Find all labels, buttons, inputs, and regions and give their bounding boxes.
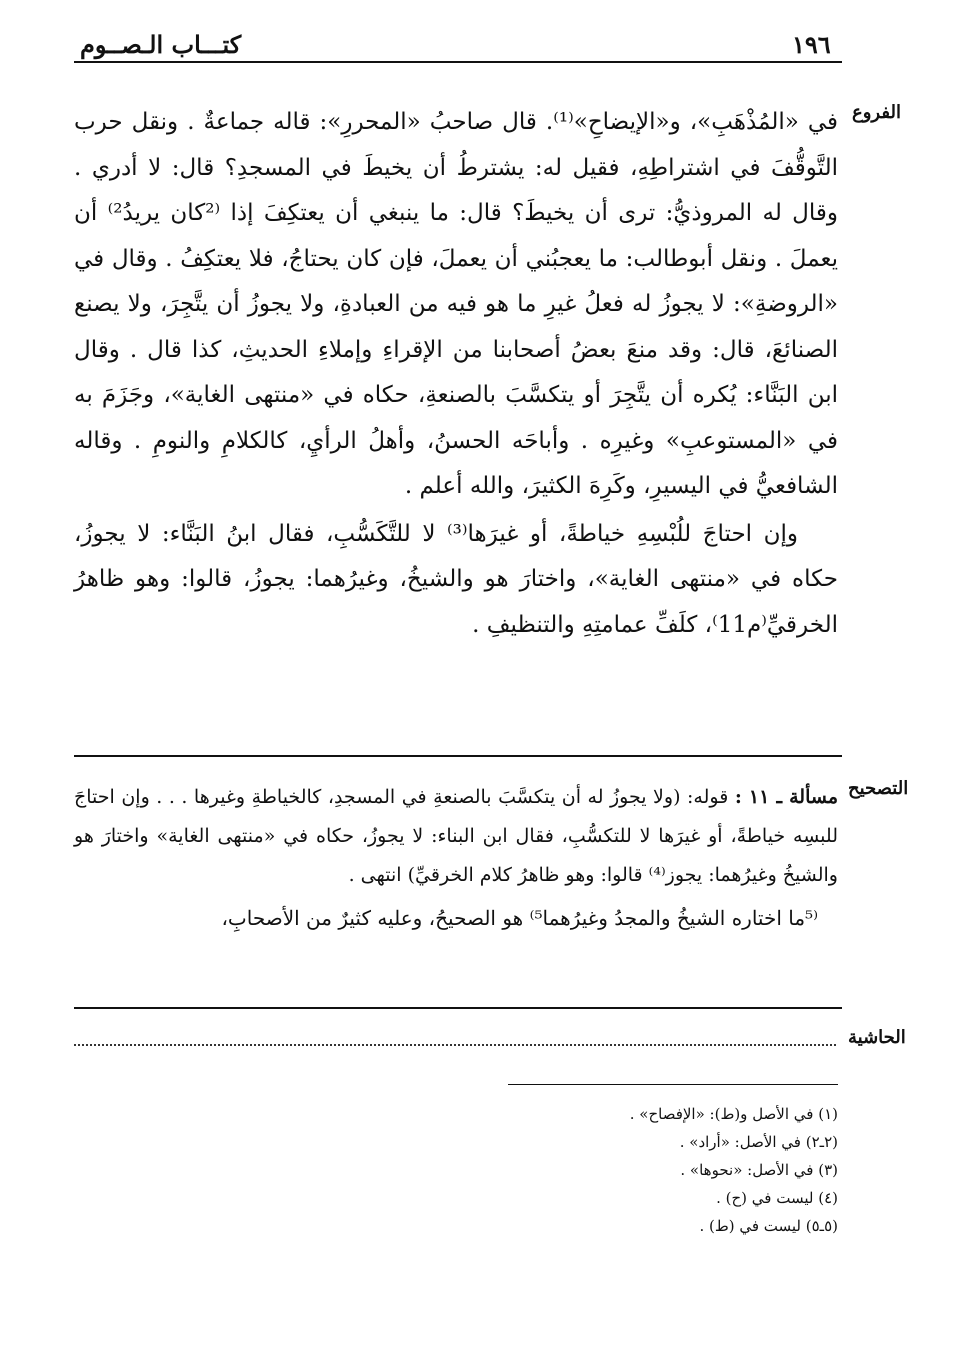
label-hashiya: الحاشية: [848, 1027, 906, 1048]
footnote-1: (١) في الأصل و(ط): «الإفصاح» .: [629, 1105, 838, 1123]
issue-number: مسألة ـ ١١ :: [734, 786, 838, 808]
label-tashih: التصحيح: [848, 778, 909, 799]
section-divider-2: [74, 1007, 842, 1009]
hashiya-dotted-line: [74, 1044, 836, 1046]
tashih-paragraph-1: [74, 778, 838, 895]
page-number: ١٩٦: [792, 30, 831, 59]
book-title: كتـــاب الـصــوم: [80, 30, 242, 59]
furu-paragraph-2: وإن احتاجَ للُبْسِهِ خياطةً، أو غيرَها⁽³⁾ لا للتَّكَسُّبِ، فقال ابنُ البَنَّاء: لا يجوزُ، حكاه في «منتهى الغاية»، واختارَ هو والشيخُ، وغيرُهما: يجوزُ، قالوا: وهو ظاهرُ الخرقيِّ⁽م11⁾، كلَفِّ عمامتِهِ والتنظيفِ .: [74, 520, 838, 638]
tashih-paragraph-2: ⁽⁵ما اختاره الشيخُ والمجدُ وغيرُهما⁵⁾ هو الصحيحُ، وعليه كثيرٌ من الأصحابِ،: [221, 906, 818, 930]
header-rule: [74, 61, 842, 63]
footnote-3: (٣) في الأصل: «نحوها» .: [680, 1161, 838, 1179]
footnotes: [540, 1100, 838, 1240]
footnote-rule: [508, 1084, 838, 1085]
footnote-5: (٥ـ٥) ليست في (ط) .: [699, 1217, 838, 1235]
label-furu: الفروع: [852, 102, 901, 123]
tashih-section: [74, 778, 838, 938]
footnote-4: (٤) ليست في (ح) .: [716, 1189, 838, 1207]
footnote-2: (٢ـ٢) في الأصل: «أراد» .: [679, 1133, 838, 1151]
furu-paragraph-1: في «المُذْهَبِ»، و«الإيضاحِ»⁽¹⁾. قال صاحبُ «المحررِ»: قاله جماعةٌ . ونقل حرب التَّوقُّفَ في اشتراطِهِ، فقيل له: يشترطُ أن يخيطَ في المسجدِ؟ قال: لا أدري . وقال له المروذيُّ: ترى أن يخيطَ؟ قال: ما ينبغي أن يعتكِفَ إذا ⁽²كان يريدُ²⁾ أن يعملَ . ونقل أبوطالب: ما يعجبُني أن يعملَ، فإن كان يحتاجُ، فلا يعتكِفُ . وقال في «الروضةِ»: لا يجوزُ له فعلُ غيرِ ما هو فيه من العبادةِ، ولا يجوزُ أن يتَّجِرَ، ولا يصنع الصنائعَ، قال: وقد منعَ بعضُ أصحابنا من الإقراءِ وإملاءِ الحديثِ، كذا قال . وقال ابن البَنَّاء: يُكره أن يتَّجِرَ أو يتكسَّبَ بالصنعةِ، حكاه في «منتهى الغاية»، وجَزَمَ به في «المستوعبِ» وغيرِه . وأباحَه الحسنُ، وأهلُ الرأيِ، كالكلامِ والنومِ . وقاله الشافعيُّ في اليسيرِ، وكَرِهَ الكثيرَ، والله أعلم .: [74, 109, 838, 499]
tashih-text: قوله: (ولا يجوزُ له أن يتكسَّبَ بالصنعةِ في المسجدِ، كالخياطةِ وغيرها . . . وإن احتاجَ للبسِه خياطةً، أو غيرَها لا للتكسُّبِ، فقال ابن البناء: لا يجوزُ، حكاه في «منتهى الغاية» واختارَ هو والشيخُ وغيرُهما: يجوز⁽⁴⁾ قالوا: وهو ظاهرُ كلام الخرقيِّ) انتهى .: [74, 786, 838, 886]
section-divider-1: [74, 755, 842, 757]
furu-section: [74, 100, 838, 648]
